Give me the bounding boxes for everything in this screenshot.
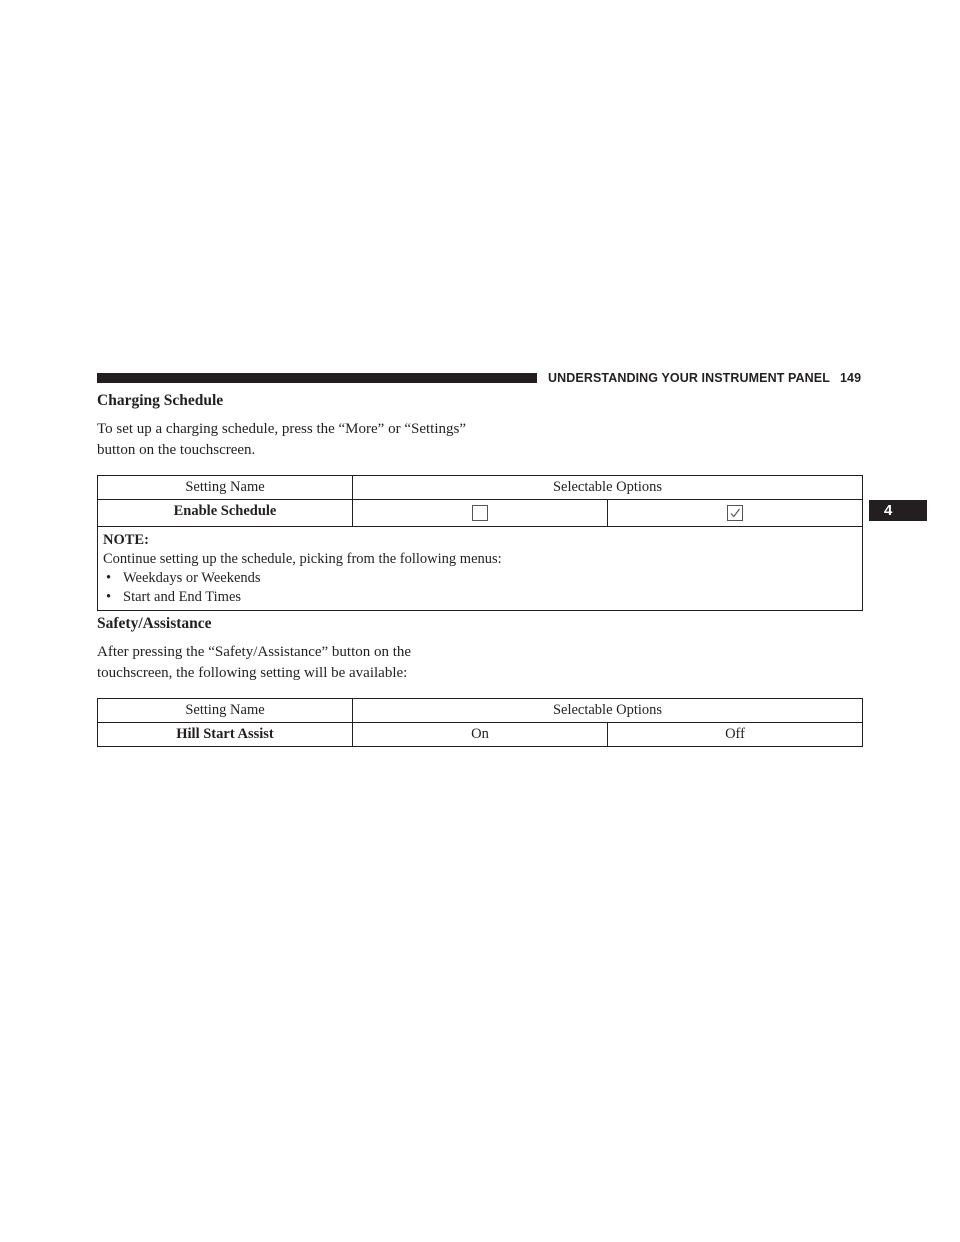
note-list	[103, 569, 857, 607]
header-title: UNDERSTANDING YOUR INSTRUMENT PANEL	[548, 371, 830, 385]
header-rule	[97, 373, 537, 383]
note-row	[98, 527, 863, 611]
table-row	[98, 723, 863, 747]
safety-assistance-heading: Safety/Assistance	[97, 615, 212, 632]
safety-assistance-intro: After pressing the “Safety/Assistance” button on the touchscreen, the following setting will be available:	[97, 644, 412, 681]
running-header	[548, 371, 861, 385]
list-item: • Start and End Times	[103, 588, 857, 607]
note-label: NOTE:	[103, 532, 149, 548]
table-row	[98, 500, 863, 527]
setting-name-enable-schedule: Enable Schedule	[98, 500, 353, 527]
checkbox-empty-icon	[472, 505, 488, 521]
list-item: • Weekdays or Weekends	[103, 569, 857, 588]
bullet-icon: •	[106, 589, 112, 605]
note-cell	[98, 527, 863, 611]
safety-assistance-table	[97, 698, 863, 747]
option-cell-unchecked	[353, 500, 608, 527]
charging-schedule-table	[97, 475, 863, 611]
option-cell-checked	[608, 500, 863, 527]
checkbox-checked-icon	[727, 505, 743, 521]
setting-name-hill-start-assist: Hill Start Assist	[98, 723, 353, 747]
table-header-row	[98, 476, 863, 500]
column-header-selectable-options: Selectable Options	[353, 699, 863, 723]
charging-schedule-heading: Charging Schedule	[97, 392, 224, 409]
column-header-setting-name: Setting Name	[98, 699, 353, 723]
option-on: On	[353, 723, 608, 747]
table-header-row	[98, 699, 863, 723]
charging-schedule-intro: To set up a charging schedule, press the “More” or “Settings” button on the touchscreen.	[97, 421, 466, 458]
column-header-selectable-options: Selectable Options	[353, 476, 863, 500]
option-off: Off	[608, 723, 863, 747]
chapter-tab: 4	[869, 500, 927, 521]
note-text: Continue setting up the schedule, picking from the following menus:	[103, 551, 502, 567]
page-number: 149	[839, 371, 862, 385]
column-header-setting-name: Setting Name	[98, 476, 353, 500]
bullet-icon: •	[106, 570, 112, 586]
